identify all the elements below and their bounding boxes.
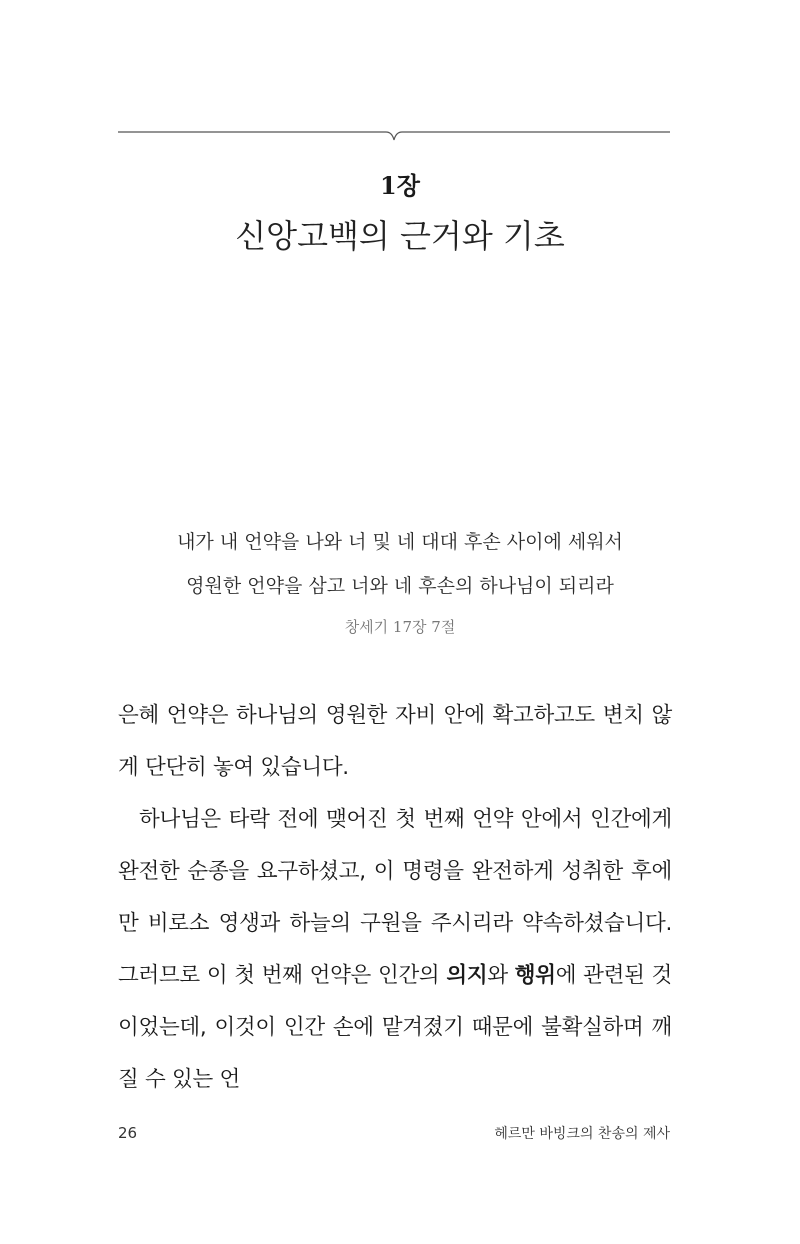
body-text: [118, 690, 672, 1106]
page-number: 26: [118, 1124, 138, 1142]
epigraph: [0, 520, 800, 638]
epigraph-line: 영원한 언약을 삼고 너와 네 후손의 하나님이 되리라: [186, 575, 614, 597]
epigraph-citation: 창세기 17장 7절: [344, 618, 456, 636]
page-footer: [118, 1123, 670, 1143]
chapter-title: 신앙고백의 근거와 기초: [235, 217, 565, 255]
paragraph: [118, 794, 672, 1106]
paragraph-text: 와: [487, 963, 515, 988]
emphasis-works: 행위: [514, 963, 556, 988]
epigraph-line: 내가 내 언약을 나와 너 및 네 대대 후손 사이에 세워서: [177, 531, 623, 553]
paragraph: 은혜 언약은 하나님의 영원한 자비 안에 확고하고도 변치 않게 단단히 놓여 있습니다.: [118, 703, 672, 780]
ornamental-divider: [118, 120, 670, 144]
emphasis-will: 의지: [446, 963, 488, 988]
paragraph-text: 에 관련된 것이었는데, 이것이 인간 손에 맡겨졌기 때문에 불확실하며 깨질 수 있는 언: [118, 963, 672, 1092]
book-title: 헤르만 바빙크의 찬송의 제사: [494, 1126, 670, 1142]
paragraph-text: 하나님은 타락 전에 맺어진 첫 번째 언약 안에서 인간에게 완전한 순종을 요구하셨고, 이 명령을 완전하게 성취한 후에만 비로소 영생과 하늘의 구원을 주시리라 약속하셨습니다. 그러므로 이 첫 번째 언약은 인간의: [118, 807, 672, 988]
chapter-number: 1장: [380, 171, 420, 200]
